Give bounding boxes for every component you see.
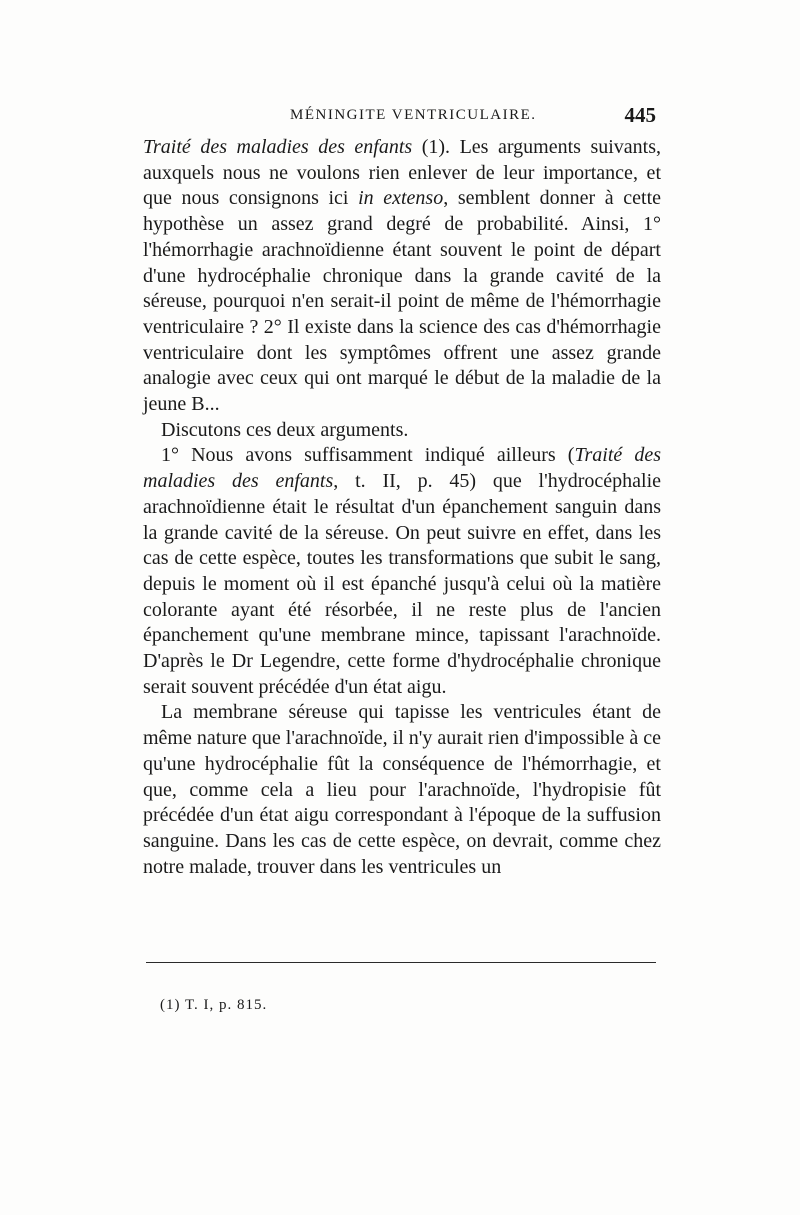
text-segment: , t. II, p. 45) que l'hydrocéphalie arachnoïdienne était le résultat d'un épanchement sanguin dans la grande cavité de la séreuse. On peut suivre en effet, dans les cas de cette espèce, toutes les transformations que subit le sang, depuis le moment où il est épanché jusqu'à celui où la matière colorante ayant été résorbée, il ne reste plus de l'ancien épanchement qu'une membrane mince, tapissant l'arachnoïde. D'après le Dr Legendre, cette forme d'hydrocéphalie chronique serait souvent précédée d'un état aigu.	[143, 470, 661, 698]
footnote: (1) T. I, p. 815.	[160, 997, 268, 1013]
running-head	[140, 103, 660, 133]
italic-text: in extenso	[358, 187, 444, 210]
italic-text: Traité des maladies des enfants	[143, 136, 413, 158]
body-text	[143, 135, 661, 880]
footnote-divider	[146, 962, 656, 963]
paragraph	[143, 135, 661, 418]
page-number: 445	[624, 103, 656, 127]
text-segment: La membrane séreuse qui tapisse les ventricules étant de même nature que l'arachnoïde, il n'y aurait rien d'impossible à ce qu'une hydrocéphalie fût la conséquence de l'hémorrhagie, et que, comme cela a lieu pour l'arachnoïde, l'hydropisie fût précédée d'un état aigu correspondant à l'époque de la suffusion sanguine. Dans les cas de cette espèce, on devrait, comme chez notre malade, trouver dans les ventricules un	[143, 701, 661, 878]
italic-text: Traité des maladies des enfants	[143, 444, 661, 493]
running-head-title: MÉNINGITE VENTRICULAIRE.	[290, 107, 537, 123]
text-segment: Discutons ces deux arguments.	[161, 418, 409, 441]
text-segment: 1° Nous avons suffisamment indiqué ailleurs (	[161, 444, 575, 467]
text-segment: , semblent donner à cette hypothèse un assez grand degré de probabilité. Ainsi, 1° l'hémorrhagie arachnoïdienne étant souvent le point de départ d'une hydrocéphalie chronique dans la grande cavité de la séreuse, pourquoi n'en serait-il point de même de l'hémorrhagie ventriculaire ? 2° Il existe dans la science des cas d'hémorrhagie ventriculaire dont les symptômes offrent une assez grande analogie avec ceux qui ont marqué le début de la maladie de la jeune B...	[143, 187, 662, 416]
text-segment: (1). Les arguments suivants, auxquels nous ne voulons rien enlever de leur importance, et que nous consignons ici	[143, 136, 661, 210]
paragraph	[143, 418, 661, 444]
paragraph	[143, 700, 661, 880]
paragraph	[143, 443, 661, 700]
